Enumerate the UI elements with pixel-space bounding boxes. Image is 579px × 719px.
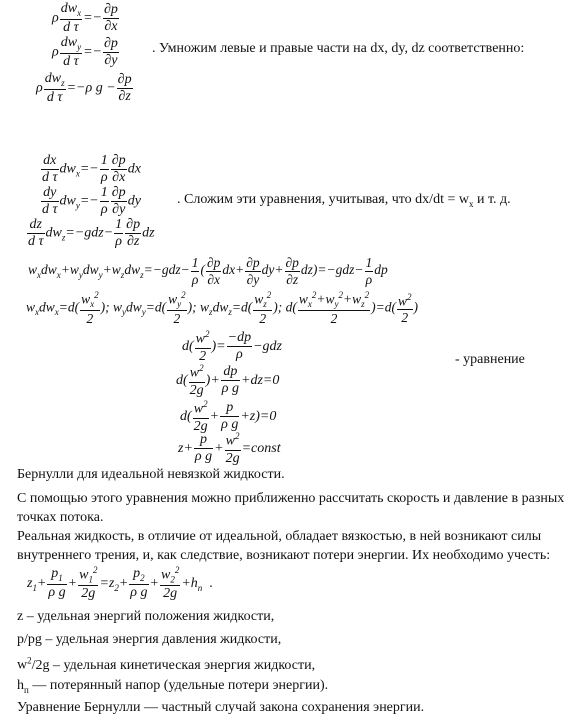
multiplied-equation-z: $\frac{dz}{\text{d τ}}$ $dw_z=-gdz-$ $\frac{1}{\rho}$ $\frac{\partial p}{\partial z}$ dz — [28, 217, 155, 249]
multiplied-equation-y: $\frac{dy}{\text{d τ}}$ $dw_y=-$ $\frac{1}{\rho}$ $\frac{\partial p}{\partial y}$ dy — [42, 185, 141, 217]
definition-h: $h_п$ — потерянный напор (удельные потери энергии). — [17, 678, 329, 695]
summed-equation: $w_xdw_x+w_ydw_y+w_zdw_z=-gdz-$ $\frac{1}{\rho}$ ( $\frac{\partial p}{\partial x}$ dx+ $\frac{\partial p}{\partial y}$ dy+ $\frac{\partial p}{\partial z}$ dz)=−gdz− $\frac{1}{\rho}$ dp — [28, 255, 388, 287]
euler-equation-z: ρ $\frac{dw_z}{\text{d τ}}$ =−ρ g − $\frac{\partial p}{\partial z}$ — [36, 71, 132, 105]
definition-z: z – удельная энергий положения жидкости, — [17, 609, 275, 624]
bernoulli-line: Бернулли для идеальной невязкой жидкости. — [17, 467, 285, 482]
paragraph-2: Реальная жидкость, в отличие от идеальной, обладает вязкостью, в ней возникают силы внутреннего трения, и, как следствие, возникают потери энергии. Их необходимо учесть: — [17, 529, 551, 563]
equation-label: - уравнение — [455, 352, 525, 367]
derivation-step-3: d( $\frac{w^2}{2g}$ + $\frac{p}{\text{ρ g}}$ +z)=0 — [180, 399, 277, 434]
conclusion: Уравнение Бернулли — частный случай закона сохранения энергии. — [17, 700, 425, 715]
real-fluid-equation: $z_1+$ $\frac{p_1}{\text{ρ g}}$ + $\frac{w_1^2}{2g}$ $=z_2+$ $\frac{p_2}{\text{ρ g}}$ + $\frac{w_2^2}{2g}$ $+h_п$ . — [27, 565, 213, 602]
euler-equation-x: ρ $\frac{dw_x}{\text{d τ}}$ =− $\frac{\partial p}{\partial x}$ — [52, 1, 118, 35]
derivation-step-2: d( $\frac{w^2}{2g}$ )+ $\frac{dp}{\text{ρ g}}$ +dz=0 — [176, 363, 280, 398]
kinetic-equation: $w_xdw_x=d$( $\frac{w_x^2}{2}$ ); $w_ydw_y=d$( $\frac{w_y^2}{2}$ ); $w_zdw_z=d$( $\frac{w_z^2}{2}$ ); d( $\frac{w_x^2+w_y^2+w_z^2}{2}$ )=d( $\frac{w^2}{2}$ ) — [26, 290, 419, 327]
multiply-note: . Умножим левые и правые части на dx, dy, dz соответственно: — [152, 41, 525, 56]
bernoulli-equation: z+ $\frac{p}{\text{ρ g}}$ + $\frac{w^2}{2g}$ =const — [178, 431, 281, 466]
paragraph-1: С помощью этого уравнения можно приближенно рассчитать скорость и давление в разных точках потока. — [17, 491, 565, 525]
euler-equation-y: ρ $\frac{dw_y}{\text{d τ}}$ =− $\frac{\partial p}{\partial y}$ — [52, 35, 118, 69]
multiplied-equation-x: $\frac{dx}{\text{d τ}}$ $dw_x=-$ $\frac{1}{\rho}$ $\frac{\partial p}{\partial x}$ dx — [42, 153, 141, 185]
definition-p: p/pg – удельная энергия давления жидкости, — [17, 632, 282, 647]
add-note: . Сложим эти уравнения, учитывая, что $dx/dt = w_x$ и т. д. — [177, 192, 511, 209]
derivation-step-1: d( $\frac{w^2}{2}$ )= $\frac{-dp}{\rho}$ −gdz — [182, 329, 282, 364]
definition-w: $w^2/2g$ – удельная кинетическая энергия жидкости, — [17, 655, 316, 673]
